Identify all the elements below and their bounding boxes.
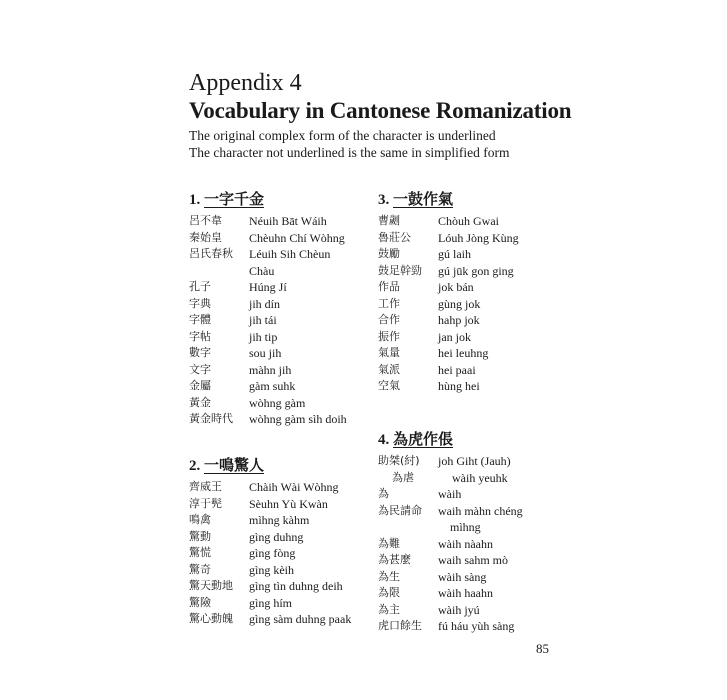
entry-characters: 字體 bbox=[189, 313, 211, 326]
list-item bbox=[378, 378, 578, 395]
section-1 bbox=[189, 190, 369, 428]
list-item bbox=[189, 578, 369, 595]
entry-characters: 為 bbox=[378, 487, 389, 500]
entry-romanization: jih dín bbox=[249, 296, 281, 311]
entry-romanization: hahp jok bbox=[438, 313, 480, 327]
entry-characters: 氣量 bbox=[378, 346, 400, 359]
list-item bbox=[189, 378, 369, 395]
list-item bbox=[189, 595, 369, 612]
entry-continuation: mìhng bbox=[450, 520, 481, 534]
section-4 bbox=[378, 430, 578, 635]
entry-characters: 淳于髡 bbox=[189, 496, 222, 510]
entry-romanization: jih tái bbox=[249, 313, 277, 327]
list-item bbox=[189, 213, 369, 230]
entry-characters: 為主 bbox=[378, 602, 400, 616]
list-item bbox=[378, 552, 578, 569]
list-item bbox=[378, 453, 578, 470]
entry-romanization: gú laih bbox=[438, 247, 471, 261]
list-item bbox=[189, 496, 369, 513]
entry-characters: 鼓足幹勁 bbox=[378, 263, 422, 277]
list-item bbox=[189, 230, 369, 247]
entry-romanization: wàih yeuhk bbox=[452, 470, 508, 485]
entry-characters: 合作 bbox=[378, 313, 400, 326]
list-item bbox=[378, 296, 578, 313]
list-item bbox=[378, 246, 578, 263]
section-heading bbox=[378, 190, 578, 214]
entry-characters: 為甚麼 bbox=[378, 553, 411, 566]
entry-romanization: gìng hím bbox=[249, 595, 293, 610]
list-item bbox=[378, 362, 578, 379]
entry-characters: 驚天動地 bbox=[189, 579, 233, 592]
list-item bbox=[189, 512, 369, 529]
section-number: 3. bbox=[378, 192, 390, 208]
list-item bbox=[189, 345, 369, 362]
list-item bbox=[189, 246, 369, 263]
entry-characters: 齊威王 bbox=[189, 480, 222, 493]
entry-characters: 字帖 bbox=[189, 329, 211, 343]
entry-romanization: gìng duhng bbox=[249, 529, 304, 544]
entry-characters: 秦始皇 bbox=[189, 230, 222, 244]
entry-romanization: Lóuh Jòng Kùng bbox=[438, 230, 519, 245]
section-title: 一鳴驚人 bbox=[204, 458, 265, 474]
entry-characters: 驚險 bbox=[189, 595, 211, 609]
page-title: Vocabulary in Cantonese Romanization bbox=[189, 98, 572, 123]
entry-continuation: Chàu bbox=[249, 263, 275, 278]
appendix-label: Appendix 4 bbox=[189, 70, 302, 96]
entry-characters: 助桀(紂) bbox=[378, 454, 420, 467]
entry-characters: 黃金 bbox=[189, 395, 211, 409]
entry-characters: 為限 bbox=[378, 586, 400, 599]
entry-romanization: hei leuhng bbox=[438, 346, 489, 360]
entry-romanization: wòhng gàm bbox=[249, 395, 306, 410]
list-item bbox=[189, 529, 369, 546]
section-title: 一字千金 bbox=[204, 192, 265, 208]
entry-romanization: Néuih Bāt Wáih bbox=[249, 214, 327, 228]
section-2 bbox=[189, 456, 369, 628]
list-item bbox=[378, 618, 578, 635]
entry-romanization: gìng sàm duhng paak bbox=[249, 612, 352, 626]
entry-characters: 驚心動魄 bbox=[189, 612, 233, 625]
entry-characters: 虎口餘生 bbox=[378, 619, 422, 632]
list-item bbox=[189, 362, 369, 379]
entry-romanization: sou jih bbox=[249, 346, 282, 360]
section-heading bbox=[189, 456, 369, 480]
entry-characters: 為難 bbox=[378, 536, 400, 550]
entry-characters: 為民請命 bbox=[378, 503, 422, 517]
list-item bbox=[189, 329, 369, 346]
section-title: 一鼓作氣 bbox=[393, 192, 454, 208]
list-item bbox=[378, 345, 578, 362]
entry-characters: 振作 bbox=[378, 329, 400, 343]
entry-romanization: gìng fòng bbox=[249, 546, 296, 560]
entry-romanization: wàih nàahn bbox=[438, 536, 493, 551]
list-item bbox=[189, 312, 369, 329]
entry-characters: 孔子 bbox=[189, 280, 211, 293]
entry-romanization: Chèuhn Chí Wòhng bbox=[249, 230, 345, 245]
entry-romanization: waih màhn chéng bbox=[438, 503, 523, 518]
list-item bbox=[189, 411, 369, 428]
list-item bbox=[189, 479, 369, 496]
page-number: 85 bbox=[536, 641, 549, 656]
entry-romanization: màhn jih bbox=[249, 362, 292, 377]
list-item bbox=[378, 263, 578, 280]
entry-romanization: gùng jok bbox=[438, 296, 481, 311]
entry-characters: 呂氏春秋 bbox=[189, 247, 233, 260]
section-3 bbox=[378, 190, 578, 395]
entry-romanization: Léuih Sih Chèun bbox=[249, 247, 331, 261]
entry-characters: 驚慌 bbox=[189, 546, 211, 559]
entry-romanization: mìhng kàhm bbox=[249, 513, 310, 527]
list-item bbox=[378, 470, 578, 487]
entry-romanization: Sèuhn Yù Kwàn bbox=[249, 496, 328, 511]
list-item bbox=[189, 562, 369, 579]
entry-romanization: gìng tìn duhng deih bbox=[249, 579, 343, 593]
entry-romanization: wàih sàng bbox=[438, 569, 487, 584]
list-item bbox=[189, 395, 369, 412]
note-underlined: The original complex form of the character is underlined bbox=[189, 128, 496, 143]
entry-romanization: gàm suhk bbox=[249, 379, 296, 393]
list-item bbox=[378, 602, 578, 619]
entry-romanization: wàih jyú bbox=[438, 602, 480, 617]
entry-characters: 為虐 bbox=[392, 470, 414, 484]
entry-characters: 空氣 bbox=[378, 379, 400, 392]
list-item bbox=[378, 213, 578, 230]
section-heading bbox=[378, 430, 578, 454]
section-heading bbox=[189, 190, 369, 214]
list-item bbox=[378, 486, 578, 503]
entry-romanization: wàih haahn bbox=[438, 586, 493, 600]
list-item bbox=[378, 569, 578, 586]
list-item bbox=[378, 536, 578, 553]
entry-characters: 數字 bbox=[189, 346, 211, 359]
entry-characters: 黃金時代 bbox=[189, 412, 233, 425]
list-item bbox=[378, 312, 578, 329]
section-number: 2. bbox=[189, 458, 201, 474]
section-number: 1. bbox=[189, 192, 201, 208]
entry-romanization: Chàih Wài Wòhng bbox=[249, 480, 339, 494]
entry-romanization: jan jok bbox=[438, 329, 471, 344]
entry-characters: 文字 bbox=[189, 362, 211, 376]
entry-characters: 為生 bbox=[378, 569, 400, 583]
list-item bbox=[378, 503, 578, 520]
entry-characters: 驚奇 bbox=[189, 562, 211, 576]
entry-characters: 鼓勵 bbox=[378, 247, 400, 260]
entry-romanization: jok bán bbox=[438, 280, 474, 294]
entry-characters: 鳴禽 bbox=[189, 513, 211, 526]
entry-characters: 工作 bbox=[378, 296, 400, 310]
entry-romanization: waih sahm mò bbox=[438, 553, 508, 567]
note-simplified: The character not underlined is the same in simplified form bbox=[189, 145, 510, 160]
entry-romanization: Chòuh Gwai bbox=[438, 214, 499, 228]
entry-romanization: wòhng gàm sìh doih bbox=[249, 412, 347, 426]
list-item bbox=[378, 585, 578, 602]
section-title: 為虎作倀 bbox=[393, 432, 454, 448]
entry-characters: 氣派 bbox=[378, 362, 400, 376]
entry-romanization: gú jūk gon ging bbox=[438, 263, 514, 278]
entry-characters: 驚動 bbox=[189, 529, 211, 543]
list-item bbox=[189, 545, 369, 562]
entry-characters: 字典 bbox=[189, 296, 211, 310]
list-item bbox=[378, 279, 578, 296]
entry-characters: 作品 bbox=[378, 280, 400, 293]
entry-romanization: jih tip bbox=[249, 329, 278, 344]
list-item bbox=[189, 279, 369, 296]
entry-romanization: wàih bbox=[438, 487, 462, 501]
entry-characters: 呂不韋 bbox=[189, 214, 222, 227]
entry-characters: 魯莊公 bbox=[378, 230, 411, 244]
list-item bbox=[378, 329, 578, 346]
entry-romanization: fú háu yùh sàng bbox=[438, 619, 515, 633]
entry-romanization: hùng hei bbox=[438, 379, 480, 393]
entry-romanization: gìng kèih bbox=[249, 562, 294, 577]
section-number: 4. bbox=[378, 432, 390, 448]
list-item bbox=[189, 296, 369, 313]
list-item bbox=[189, 611, 369, 628]
entry-characters: 曹劌 bbox=[378, 214, 400, 227]
entry-characters: 金屬 bbox=[189, 379, 211, 392]
list-item bbox=[378, 230, 578, 247]
entry-romanization: Húng Jí bbox=[249, 280, 287, 294]
entry-romanization: hei paai bbox=[438, 362, 476, 377]
entry-romanization: joh Giht (Jauh) bbox=[438, 454, 511, 468]
